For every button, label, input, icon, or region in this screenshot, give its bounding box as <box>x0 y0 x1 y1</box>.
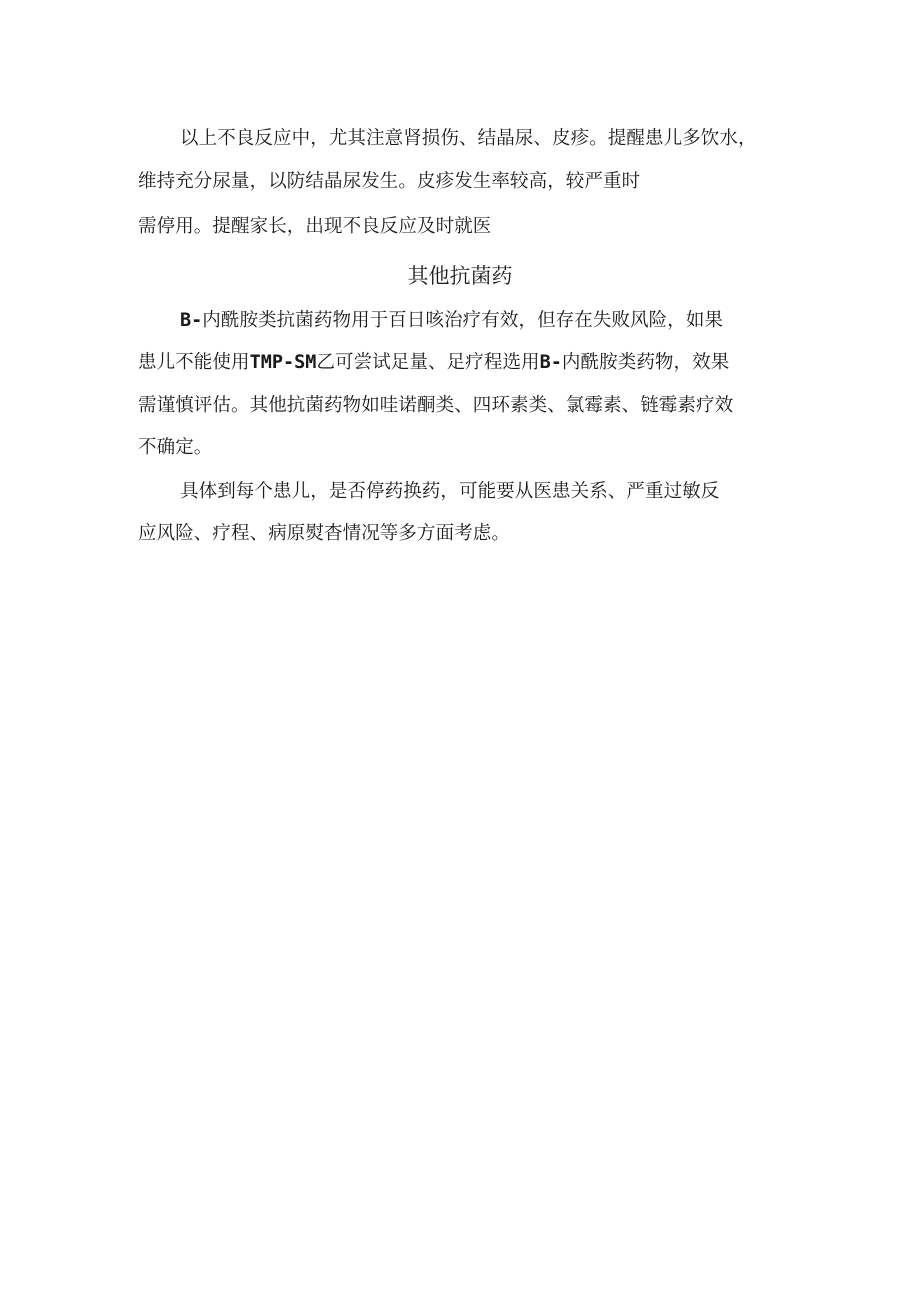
paragraph-2-line-3: 需谨慎评估。其他抗菌药物如哇诺酮类、四环素类、氯霉素、链霉素疗效 <box>138 395 734 416</box>
paragraph-2-line-2-part-a: 患儿不能使用 <box>138 352 250 373</box>
paragraph-2-line-4: 不确定。 <box>138 437 213 458</box>
beta-prefix-2: B- <box>539 352 562 373</box>
paragraph-1-line-2: 维持充分尿量，以防结晶尿发生。皮疹发生率较高，较严重时 <box>138 171 641 192</box>
section-heading: 其他抗菌药 <box>407 264 513 288</box>
drug-abbreviation: TMP-SM <box>249 352 317 373</box>
paragraph-2-line-2-part-e: 内酰胺类药物，效果 <box>561 352 730 373</box>
paragraph-1-line-1: 以上不良反应中，尤其注意肾损伤、结晶尿、皮疹。提醒患儿多饮水， <box>180 128 757 149</box>
paragraph-2-line-2 <box>138 350 729 376</box>
paragraph-3-line-2: 应风险、疗程、病原熨杳情况等多方面考虑。 <box>138 523 511 544</box>
paragraph-2-line-1 <box>180 308 723 334</box>
paragraph-2-line-2-part-c: 乙可尝试足量、足疗程选用 <box>316 352 540 373</box>
beta-prefix: B- <box>180 310 203 331</box>
paragraph-3-line-1: 具体到每个患儿，是否停药换药，可能要从医患关系、严重过敏反 <box>180 481 720 502</box>
paragraph-2-line-1-text: 内酰胺类抗菌药物用于百日咳治疗有效，但存在失败风险，如果 <box>202 310 724 331</box>
paragraph-1-line-3: 需停用。提醒家长，出现不良反应及时就医 <box>138 216 492 237</box>
